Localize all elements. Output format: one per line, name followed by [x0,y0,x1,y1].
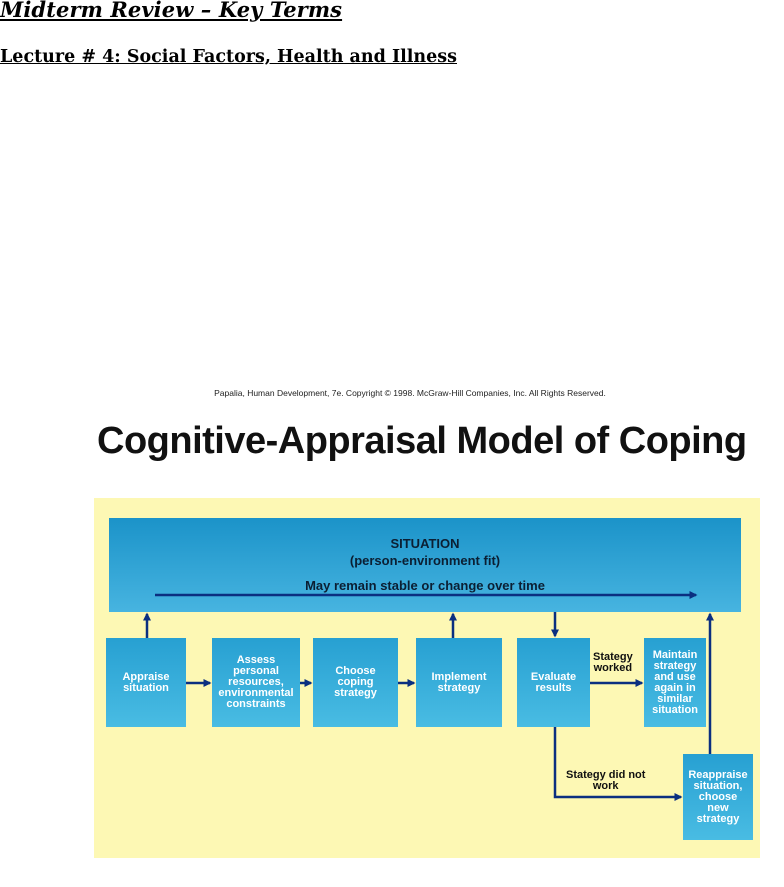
reappraise-situation-box: Reappraise situation, choose new strategy [683,754,753,840]
situation-title: SITUATION [390,536,460,551]
appraise-situation-box: Appraise situation [106,638,186,727]
implement-strategy-box: Implement strategy [416,638,502,727]
evaluate-results-box: Evaluate results [517,638,590,727]
strategy-failed-label: Stategy did not work [566,769,646,792]
figure-copyright: Papalia, Human Development, 7e. Copyright © 1998. McGraw-Hill Companies, Inc. All Rights Reserved. [214,388,606,398]
situation-banner [109,518,741,612]
document-title: Midterm Review – Key Terms [0,0,343,22]
assess-resources-box: Assess personal resources, environmental constraints [212,638,300,727]
maintain-strategy-box: Maintain strategy and use again in similar situation [644,638,706,727]
situation-note: May remain stable or change over time [305,578,545,593]
choose-strategy-box: Choose coping strategy [313,638,398,727]
lecture-heading: Lecture # 4: Social Factors, Health and Illness [0,47,457,67]
figure-title: Cognitive-Appraisal Model of Coping [97,420,747,462]
strategy-worked-label: Stategy worked [593,651,633,674]
situation-subtitle: (person-environment fit) [349,553,501,568]
